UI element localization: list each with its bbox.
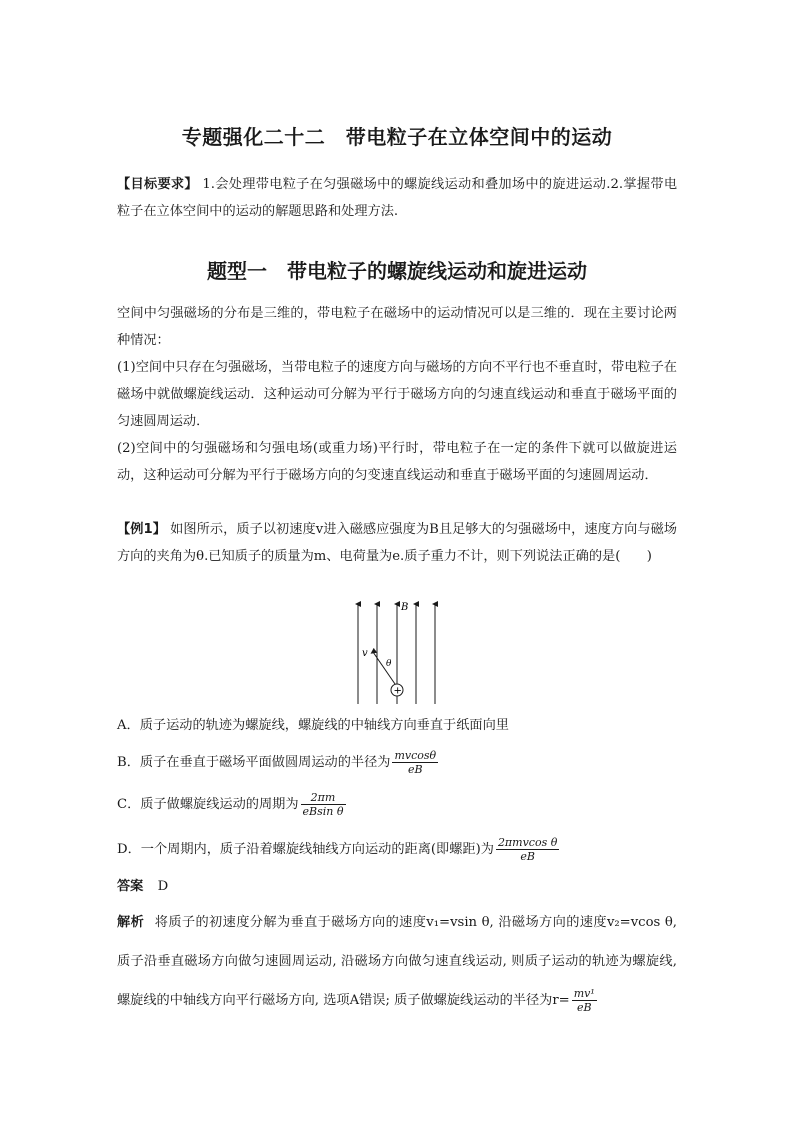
b-label: B [401, 602, 409, 613]
option-b-fraction [392, 749, 438, 776]
option-c [117, 791, 348, 818]
answer-value: D [157, 879, 169, 894]
v-label: v [362, 648, 368, 659]
analysis-label: 解析 [117, 915, 145, 930]
case1-paragraph: (1)空间中只存在匀强磁场，当带电粒子的速度方向与磁场的方向不平行也不垂直时，带电粒子在磁场中就做螺旋线运动．这种运动可分解为平行于磁场方向的匀速直线运动和垂直于磁场平面的匀速圆周运动． [117, 360, 677, 429]
example-text: 如图所示，质子以初速度v进入磁感应强度为B且足够大的匀强磁场中，速度方向与磁场方向的夹角为θ.已知质子的质量为m、电荷量为e.质子重力不计，则下列说法正确的是( ) [117, 522, 677, 564]
intro-paragraph: 空间中匀强磁场的分布是三维的，带电粒子在磁场中的运动情况可以是三维的．现在主要讨论两种情况： [117, 306, 677, 348]
option-b-denominator: eB [408, 763, 423, 776]
magnetic-field-figure [345, 598, 445, 708]
velocity-vector [373, 652, 395, 684]
goal-text: 1.会处理带电粒子在匀强磁场中的螺旋线运动和叠加场中的旋进运动.2.掌握带电粒子在立体空间中的运动的解题思路和处理方法. [117, 177, 678, 219]
analysis-fraction [572, 987, 597, 1014]
answer-label: 答案 [117, 879, 144, 894]
case2-paragraph: (2)空间中的匀强磁场和匀强电场(或重力场)平行时，带电粒子在一定的条件下就可以做旋进运动，这种运动可分解为平行于磁场方向的匀变速直线运动和垂直于磁场平面的匀速圆周运动． [117, 441, 677, 483]
option-c-text: C．质子做螺旋线运动的周期为 [117, 797, 299, 812]
analysis-paragraph [117, 903, 677, 1020]
goal-label: 【目标要求】 [117, 177, 198, 192]
option-b-text: B．质子在垂直于磁场平面做圆周运动的半径为 [117, 755, 391, 770]
option-c-numerator: 2πm [301, 791, 346, 805]
option-c-denominator: eBsin θ [302, 805, 344, 818]
theta-label: θ [386, 659, 392, 669]
goal-paragraph [117, 171, 677, 225]
section-title: 题型一 带电粒子的螺旋线运动和旋进运动 [207, 259, 587, 283]
page-title: 专题强化二十二 带电粒子在立体空间中的运动 [181, 125, 613, 149]
option-d-text: D．一个周期内，质子沿着螺旋线轴线方向运动的距离(即螺距)为 [117, 842, 494, 857]
analysis-numerator: mv¹ [573, 987, 595, 1000]
example-label: 【例1】 [117, 522, 166, 537]
example-paragraph [117, 516, 677, 570]
analysis-denominator: eB [576, 1001, 592, 1014]
option-c-fraction [301, 791, 346, 818]
option-a: A．质子运动的轨迹为螺旋线，螺旋线的中轴线方向垂直于纸面向里 [117, 718, 509, 733]
analysis-text: 将质子的初速度分解为垂直于磁场方向的速度v₁=vsin θ, 沿磁场方向的速度v₂=vcos θ, 质子沿垂直磁场方向做匀速圆周运动, 沿磁场方向做匀速直线运动, 则质子运动的轨迹为螺旋线, 螺旋线的中轴线方向平行磁场方向, 选项A错误; 质子做螺旋线运动的半径为r= [117, 915, 677, 1008]
option-d-fraction [496, 836, 559, 863]
option-b [117, 749, 440, 776]
option-d-denominator: eB [520, 850, 535, 863]
option-d [117, 836, 561, 863]
charge-label: + [393, 685, 402, 697]
option-b-numerator: mvcosθ [394, 749, 437, 762]
answer-line [117, 875, 168, 894]
option-d-numerator: 2πmvcos θ [497, 836, 558, 849]
